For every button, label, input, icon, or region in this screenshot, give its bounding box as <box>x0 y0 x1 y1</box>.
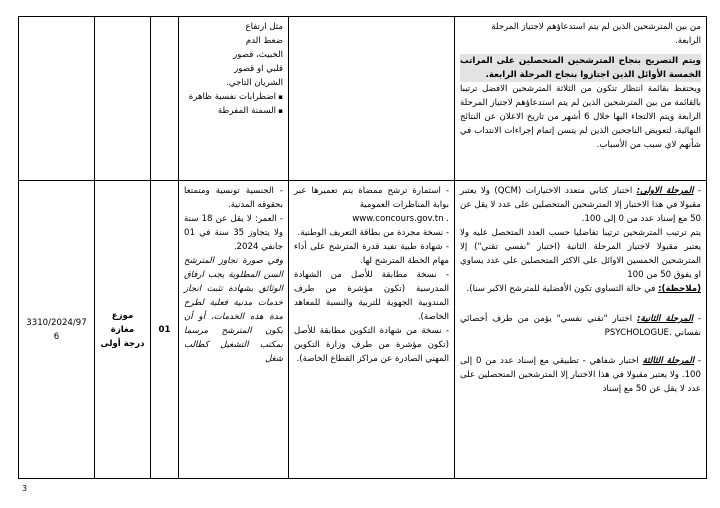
condition-line: الشريان التاجي. <box>226 78 283 88</box>
grade-cell-top <box>95 17 151 181</box>
waiting-list-paragraph: ويحتفظ بقائمة انتظار تتكون من الثلاثة المترشحين الافضل ترتيبا بالقائمة من بين المترشحين الذين لم يتم استدعاؤهم لاجتياز المرحلة الرابعة ويتم الالتجاء اليها خلال 6 أشهر من تاريخ الاعلان عن النتائج النهائية، لتعويض الناجحين الذين لم يتسن إتمام إجراءات الانتداب في شأنهم لاي سبب من الأسباب. <box>460 84 701 150</box>
table-row-main <box>19 181 707 479</box>
stage-2-title: المرحلة الثانية: <box>637 314 693 324</box>
stage-2-text: اختبار "تقني نفسي" يؤمن من طرف أخصائي نفساني <box>460 314 701 338</box>
page-number: 3 <box>22 484 28 493</box>
condition-line: الخبيث، قصور <box>233 50 283 60</box>
note-text: في حالة التساوي تكون الأفضلية للمترشح الاكبر سنا). <box>466 284 656 294</box>
condition-line: ضغط الدم <box>245 36 283 46</box>
stage-1-text: ولا يعتبر مقبولا في هذا الاختبار إلا المترشحين المتحصلين على عدد لا يقل عن 50 مع إسناد عدد من 0 إلى 100. <box>460 186 701 224</box>
count-cell-top <box>151 17 179 181</box>
concours-url: www.concours.gov.tn . <box>352 214 449 224</box>
nationality-condition: - الجنسية تونسية ومتمتعا بحقوقه المدنية. <box>184 186 283 210</box>
grade-title: موزع مغازة درجة أولى <box>100 310 145 349</box>
document-item: نسخة مطابقة للأصل من الشهادة المدرسية (تكون مؤشرة من طرف المندوبية الجهوية للتربية والنسبة للمعاهد الخاصة). <box>294 270 449 322</box>
reference-cell <box>19 181 95 479</box>
continuation-text-line: الرابعة. <box>674 36 701 46</box>
evaluation-stages-cell: - المرحلة الاولى: اختبار كتابي متعدد الاختيارات (QCM) ولا يعتبر مقبولا في هذا الاختبار إلا المترشحين المتحصلين على عدد لا يقل عن 50 مع إسناد عدد من 0 إلى 100. يتم ترتيب المترشحين ترتيبا تفاضليا حسب العدد المتحصل عليه ولا يعتبر مقبولا لاجتياز المرحلة الثانية (اختبار "نفسي تقني") إلا المترشحين الخمسين الاوائل على الاكثر المتحصلين على عدد يساوي او يفوق 50 من 100 (ملاحظة): في حالة التساوي تكون الأفضلية للمترشح الاكبر سنا). - المرحلة الثانية: اختبار "تقني نفسي" يؤمن من طرف أخصائي نفساني PSYCHOLOGUE. - المرحلة الثالثة اختبار شفاهي - تطبيقي مع إسناد عدد من 0 إلى 100. ولا يعتبر مقبولا في هذا الاختبار إلا المترشحين المتحصلين على عدد لا يقل عن 50 مع إسناد <box>455 181 707 479</box>
condition-line: قلبي او قصور <box>234 64 283 74</box>
count-cell <box>151 181 179 479</box>
age-condition: - العمر: لا يقل عن 18 سنة ولا يتجاوز 35 سنة في 01 جانفي 2024. <box>184 214 284 252</box>
table-row-continuation <box>19 17 707 181</box>
documents-cell-top <box>289 17 455 181</box>
grade-cell <box>95 181 151 479</box>
conditions-cell-top <box>179 17 289 181</box>
reference-cell-top <box>19 17 95 181</box>
age-exception-text: وفي صورة تجاوز المترشح السن المطلوبة يجب ارفاق الوثائق بشهادة تثبت انجاز خدمات مدنية فعلية لطرح مدة هذه الخدمات، أو أن يكون المترشح مرسما بمكتب التشغيل كطالب شغل <box>184 256 283 364</box>
document-item: استمارة ترشح ممضاة يتم تعميرها عبر بوابة المناظرات العمومية <box>294 186 449 210</box>
condition-bullet: ▪ السمنة المفرطة <box>184 104 283 118</box>
continuation-text-line: من بين المترشحين الذين لم يتم استدعاؤهم لاجتياز المرحلة <box>491 22 701 32</box>
condition-line: مثل ارتفاع <box>245 22 283 32</box>
stage-2-latin: PSYCHOLOGUE. <box>604 328 672 338</box>
document-item: شهادة طبية تفيد قدرة المترشح على أداء مهام الخطة المترشح لها. <box>294 242 449 266</box>
note-label: (ملاحظة): <box>658 284 701 294</box>
success-announcement-heading: ويتم التصريح بنجاح المترشحين المتحصلين على المراتب الخمسة الأوائل الذين اجتازوا بنجاح المرحلة الرابعة. <box>460 56 701 80</box>
document-item: نسخة مجردة من بطاقة التعريف الوطنية. <box>297 228 444 238</box>
stage-1-ranking: يتم ترتيب المترشحين ترتيبا تفاضليا حسب العدد المتحصل عليه ولا يعتبر مقبولا لاجتياز المرحلة الثانية (اختبار "نفسي تقني") إلا المترشحين الخمسين الاوائل على الاكثر المتحصلين على عدد يساوي او يفوق 50 من 100 <box>460 228 701 280</box>
condition-bullet: ▪ اضطرابات نفسية ظاهرة <box>184 90 283 104</box>
reference-number: 3310/2024/97 6 <box>26 317 87 342</box>
recruitment-table <box>18 16 707 479</box>
stage-3-text: اختبار شفاهي - تطبيقي مع إسناد عدد من 0 إلى 100. ولا يعتبر مقبولا في هذا الاختبار إلا المترشحين المتحصلين على عدد لا يقل عن 50 مع إسناد <box>460 356 701 394</box>
position-count: 01 <box>158 324 171 335</box>
documents-cell: - استمارة ترشح ممضاة يتم تعميرها عبر بوابة المناظرات العمومية www.concours.gov.tn . - نسخة مجردة من بطاقة التعريف الوطنية. - شهادة طبية تفيد قدرة المترشح على أداء مهام الخطة المترشح لها. - نسخة مطابقة للأصل من الشهادة المدرسية (تكون مؤشرة من طرف المندوبية الجهوية للتربية والنسبة للمعاهد الخاصة). - نسخة من شهادة التكوين مطابقة للأصل (تكون مؤشرة من طرف وزارة التكوين المهني الصادرة عن مراكز القطاع الخاصة). <box>289 181 455 479</box>
stage-1-title: المرحلة الاولى: <box>636 186 694 196</box>
document-item: نسخة من شهادة التكوين مطابقة للأصل (تكون مؤشرة من طرف وزارة التكوين المهني الصادرة عن مراكز القطاع الخاصة). <box>294 326 449 364</box>
evaluation-stages-cell-top <box>455 17 707 181</box>
stage-3-title: المرحلة الثالثة <box>642 356 695 366</box>
stage-1-qcm: (QCM) <box>494 186 522 196</box>
conditions-cell <box>179 181 289 479</box>
stage-1-intro: اختبار كتابي متعدد الاختيارات <box>525 186 633 196</box>
